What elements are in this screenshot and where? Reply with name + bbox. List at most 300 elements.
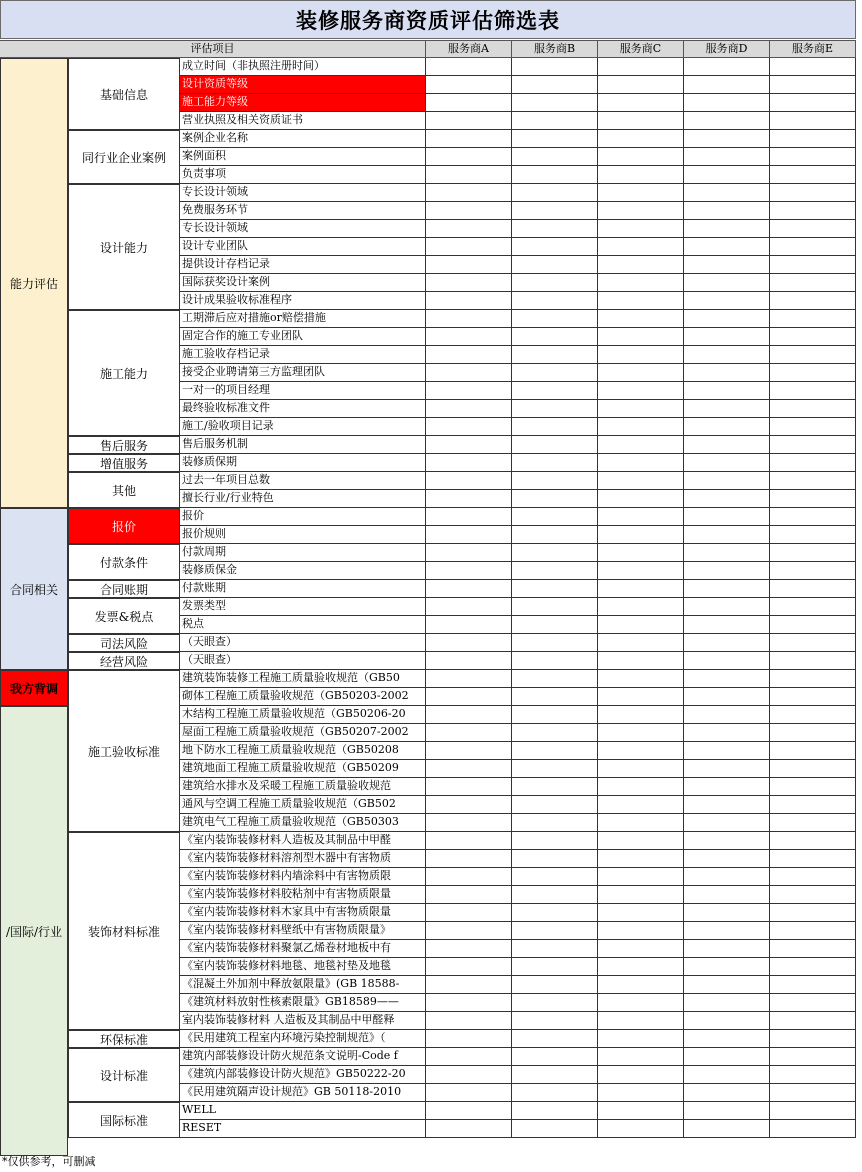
vendor-e-score-cell[interactable] bbox=[770, 292, 856, 310]
vendor-e-score-cell[interactable] bbox=[770, 1012, 856, 1030]
vendor-c-score-cell[interactable] bbox=[598, 1102, 684, 1120]
vendor-c-score-cell[interactable] bbox=[598, 328, 684, 346]
vendor-c-score-cell[interactable] bbox=[598, 724, 684, 742]
vendor-a-score-cell[interactable] bbox=[426, 220, 512, 238]
vendor-d-score-cell[interactable] bbox=[684, 508, 770, 526]
evaluation-item-row[interactable]: 报价规则 bbox=[180, 526, 426, 544]
vendor-d-score-cell[interactable] bbox=[684, 778, 770, 796]
evaluation-item-row[interactable]: 装修质保期 bbox=[180, 454, 426, 472]
vendor-a-score-cell[interactable] bbox=[426, 760, 512, 778]
vendor-d-score-cell[interactable] bbox=[684, 436, 770, 454]
vendor-d-score-cell[interactable] bbox=[684, 634, 770, 652]
vendor-b-score-cell[interactable] bbox=[512, 508, 598, 526]
vendor-a-score-cell[interactable] bbox=[426, 1102, 512, 1120]
vendor-d-score-cell[interactable] bbox=[684, 94, 770, 112]
vendor-c-score-cell[interactable] bbox=[598, 94, 684, 112]
vendor-c-score-cell[interactable] bbox=[598, 1084, 684, 1102]
vendor-b-score-cell[interactable] bbox=[512, 778, 598, 796]
evaluation-item-row[interactable]: 《室内装饰装修材料内墙涂料中有害物质限 bbox=[180, 868, 426, 886]
vendor-e-score-cell[interactable] bbox=[770, 814, 856, 832]
vendor-a-score-cell[interactable] bbox=[426, 202, 512, 220]
vendor-c-score-cell[interactable] bbox=[598, 976, 684, 994]
vendor-b-score-cell[interactable] bbox=[512, 382, 598, 400]
vendor-e-score-cell[interactable] bbox=[770, 238, 856, 256]
evaluation-item-row[interactable]: 《室内装饰装修材料壁纸中有害物质限量》 bbox=[180, 922, 426, 940]
vendor-c-score-cell[interactable] bbox=[598, 742, 684, 760]
vendor-a-score-cell[interactable] bbox=[426, 814, 512, 832]
vendor-d-score-cell[interactable] bbox=[684, 472, 770, 490]
vendor-c-score-cell[interactable] bbox=[598, 886, 684, 904]
vendor-b-score-cell[interactable] bbox=[512, 310, 598, 328]
vendor-b-score-cell[interactable] bbox=[512, 724, 598, 742]
vendor-e-score-cell[interactable] bbox=[770, 922, 856, 940]
vendor-e-score-cell[interactable] bbox=[770, 1102, 856, 1120]
evaluation-item-row[interactable]: 建筑地面工程施工质量验收规范（GB50209 bbox=[180, 760, 426, 778]
vendor-c-score-cell[interactable] bbox=[598, 490, 684, 508]
vendor-e-score-cell[interactable] bbox=[770, 418, 856, 436]
vendor-c-score-cell[interactable] bbox=[598, 1012, 684, 1030]
vendor-b-score-cell[interactable] bbox=[512, 1102, 598, 1120]
vendor-e-score-cell[interactable] bbox=[770, 346, 856, 364]
evaluation-item-row[interactable]: 提供设计存档记录 bbox=[180, 256, 426, 274]
vendor-e-score-cell[interactable] bbox=[770, 1084, 856, 1102]
evaluation-item-row[interactable]: 建筑装饰装修工程施工质量验收规范（GB50 bbox=[180, 670, 426, 688]
vendor-c-score-cell[interactable] bbox=[598, 940, 684, 958]
vendor-d-score-cell[interactable] bbox=[684, 850, 770, 868]
vendor-d-score-cell[interactable] bbox=[684, 562, 770, 580]
vendor-d-score-cell[interactable] bbox=[684, 238, 770, 256]
vendor-b-score-cell[interactable] bbox=[512, 418, 598, 436]
vendor-d-score-cell[interactable] bbox=[684, 1066, 770, 1084]
vendor-d-score-cell[interactable] bbox=[684, 544, 770, 562]
evaluation-item-row[interactable]: 建筑内部装修设计防火规范条文说明-Code f bbox=[180, 1048, 426, 1066]
vendor-c-score-cell[interactable] bbox=[598, 814, 684, 832]
vendor-b-score-cell[interactable] bbox=[512, 652, 598, 670]
vendor-e-score-cell[interactable] bbox=[770, 580, 856, 598]
vendor-c-score-cell[interactable] bbox=[598, 346, 684, 364]
vendor-b-score-cell[interactable] bbox=[512, 616, 598, 634]
evaluation-item-row[interactable]: 施工能力等级 bbox=[180, 94, 426, 112]
vendor-d-score-cell[interactable] bbox=[684, 364, 770, 382]
vendor-c-score-cell[interactable] bbox=[598, 868, 684, 886]
evaluation-item-row[interactable]: 工期滞后应对措施or赔偿措施 bbox=[180, 310, 426, 328]
vendor-d-score-cell[interactable] bbox=[684, 1012, 770, 1030]
vendor-b-score-cell[interactable] bbox=[512, 274, 598, 292]
vendor-a-score-cell[interactable] bbox=[426, 868, 512, 886]
vendor-b-score-cell[interactable] bbox=[512, 688, 598, 706]
vendor-d-score-cell[interactable] bbox=[684, 814, 770, 832]
vendor-d-score-cell[interactable] bbox=[684, 1084, 770, 1102]
vendor-a-score-cell[interactable] bbox=[426, 850, 512, 868]
evaluation-item-row[interactable]: WELL bbox=[180, 1102, 426, 1120]
vendor-a-score-cell[interactable] bbox=[426, 490, 512, 508]
vendor-e-score-cell[interactable] bbox=[770, 166, 856, 184]
vendor-c-score-cell[interactable] bbox=[598, 904, 684, 922]
vendor-c-score-cell[interactable] bbox=[598, 400, 684, 418]
vendor-d-score-cell[interactable] bbox=[684, 796, 770, 814]
evaluation-item-row[interactable]: 施工/验收项目记录 bbox=[180, 418, 426, 436]
vendor-b-score-cell[interactable] bbox=[512, 490, 598, 508]
vendor-e-score-cell[interactable] bbox=[770, 544, 856, 562]
evaluation-item-row[interactable]: 最终验收标准文件 bbox=[180, 400, 426, 418]
vendor-a-score-cell[interactable] bbox=[426, 1120, 512, 1138]
vendor-d-score-cell[interactable] bbox=[684, 976, 770, 994]
vendor-d-score-cell[interactable] bbox=[684, 652, 770, 670]
vendor-d-score-cell[interactable] bbox=[684, 994, 770, 1012]
vendor-c-score-cell[interactable] bbox=[598, 994, 684, 1012]
vendor-e-score-cell[interactable] bbox=[770, 886, 856, 904]
evaluation-item-row[interactable]: 通风与空调工程施工质量验收规范（GB502 bbox=[180, 796, 426, 814]
vendor-b-score-cell[interactable] bbox=[512, 148, 598, 166]
vendor-b-score-cell[interactable] bbox=[512, 364, 598, 382]
vendor-e-score-cell[interactable] bbox=[770, 76, 856, 94]
vendor-b-score-cell[interactable] bbox=[512, 454, 598, 472]
vendor-e-score-cell[interactable] bbox=[770, 1120, 856, 1138]
vendor-e-score-cell[interactable] bbox=[770, 670, 856, 688]
vendor-c-score-cell[interactable] bbox=[598, 382, 684, 400]
vendor-c-score-cell[interactable] bbox=[598, 166, 684, 184]
vendor-a-score-cell[interactable] bbox=[426, 742, 512, 760]
vendor-e-score-cell[interactable] bbox=[770, 1048, 856, 1066]
vendor-a-score-cell[interactable] bbox=[426, 778, 512, 796]
vendor-b-score-cell[interactable] bbox=[512, 580, 598, 598]
vendor-e-score-cell[interactable] bbox=[770, 688, 856, 706]
vendor-d-score-cell[interactable] bbox=[684, 688, 770, 706]
vendor-b-score-cell[interactable] bbox=[512, 400, 598, 418]
vendor-a-score-cell[interactable] bbox=[426, 58, 512, 76]
vendor-e-score-cell[interactable] bbox=[770, 562, 856, 580]
vendor-d-score-cell[interactable] bbox=[684, 76, 770, 94]
vendor-e-score-cell[interactable] bbox=[770, 490, 856, 508]
vendor-a-score-cell[interactable] bbox=[426, 562, 512, 580]
vendor-c-score-cell[interactable] bbox=[598, 634, 684, 652]
evaluation-item-row[interactable]: 《建筑材料放射性核素限量》GB18589—— bbox=[180, 994, 426, 1012]
vendor-d-score-cell[interactable] bbox=[684, 400, 770, 418]
evaluation-item-row[interactable]: 《建筑内部装修设计防火规范》GB50222-20 bbox=[180, 1066, 426, 1084]
vendor-b-score-cell[interactable] bbox=[512, 1066, 598, 1084]
vendor-e-score-cell[interactable] bbox=[770, 112, 856, 130]
evaluation-item-row[interactable]: 负责事项 bbox=[180, 166, 426, 184]
vendor-e-score-cell[interactable] bbox=[770, 382, 856, 400]
vendor-a-score-cell[interactable] bbox=[426, 580, 512, 598]
vendor-c-score-cell[interactable] bbox=[598, 598, 684, 616]
vendor-b-score-cell[interactable] bbox=[512, 526, 598, 544]
vendor-a-score-cell[interactable] bbox=[426, 328, 512, 346]
vendor-d-score-cell[interactable] bbox=[684, 598, 770, 616]
vendor-b-score-cell[interactable] bbox=[512, 634, 598, 652]
evaluation-item-row[interactable]: 固定合作的施工专业团队 bbox=[180, 328, 426, 346]
evaluation-item-row[interactable]: 一对一的项目经理 bbox=[180, 382, 426, 400]
vendor-e-score-cell[interactable] bbox=[770, 976, 856, 994]
vendor-e-score-cell[interactable] bbox=[770, 472, 856, 490]
vendor-d-score-cell[interactable] bbox=[684, 310, 770, 328]
vendor-e-score-cell[interactable] bbox=[770, 256, 856, 274]
vendor-e-score-cell[interactable] bbox=[770, 1030, 856, 1048]
vendor-c-score-cell[interactable] bbox=[598, 220, 684, 238]
evaluation-item-row[interactable]: 《室内装饰装修材料地毯、地毯衬垫及地毯 bbox=[180, 958, 426, 976]
vendor-d-score-cell[interactable] bbox=[684, 1120, 770, 1138]
vendor-e-score-cell[interactable] bbox=[770, 652, 856, 670]
evaluation-item-row[interactable]: 付款周期 bbox=[180, 544, 426, 562]
vendor-c-score-cell[interactable] bbox=[598, 472, 684, 490]
vendor-b-score-cell[interactable] bbox=[512, 850, 598, 868]
vendor-a-score-cell[interactable] bbox=[426, 112, 512, 130]
vendor-c-score-cell[interactable] bbox=[598, 526, 684, 544]
vendor-a-score-cell[interactable] bbox=[426, 598, 512, 616]
vendor-c-score-cell[interactable] bbox=[598, 778, 684, 796]
vendor-b-score-cell[interactable] bbox=[512, 544, 598, 562]
vendor-e-score-cell[interactable] bbox=[770, 796, 856, 814]
vendor-a-score-cell[interactable] bbox=[426, 346, 512, 364]
vendor-a-score-cell[interactable] bbox=[426, 292, 512, 310]
vendor-d-score-cell[interactable] bbox=[684, 1048, 770, 1066]
vendor-d-score-cell[interactable] bbox=[684, 904, 770, 922]
vendor-d-score-cell[interactable] bbox=[684, 526, 770, 544]
vendor-a-score-cell[interactable] bbox=[426, 832, 512, 850]
vendor-a-score-cell[interactable] bbox=[426, 184, 512, 202]
evaluation-item-row[interactable]: 营业执照及相关资质证书 bbox=[180, 112, 426, 130]
evaluation-item-row[interactable]: 国际获奖设计案例 bbox=[180, 274, 426, 292]
vendor-b-score-cell[interactable] bbox=[512, 814, 598, 832]
vendor-c-score-cell[interactable] bbox=[598, 292, 684, 310]
vendor-c-score-cell[interactable] bbox=[598, 544, 684, 562]
evaluation-item-row[interactable]: 《民用建筑工程室内环境污染控制规范》（ bbox=[180, 1030, 426, 1048]
evaluation-item-row[interactable]: （天眼查） bbox=[180, 634, 426, 652]
vendor-c-score-cell[interactable] bbox=[598, 832, 684, 850]
vendor-b-score-cell[interactable] bbox=[512, 166, 598, 184]
vendor-a-score-cell[interactable] bbox=[426, 310, 512, 328]
evaluation-item-row[interactable]: 发票类型 bbox=[180, 598, 426, 616]
vendor-e-score-cell[interactable] bbox=[770, 760, 856, 778]
vendor-c-score-cell[interactable] bbox=[598, 274, 684, 292]
evaluation-item-row[interactable]: 案例面积 bbox=[180, 148, 426, 166]
vendor-a-score-cell[interactable] bbox=[426, 724, 512, 742]
evaluation-item-row[interactable]: 室内装饰装修材料 人造板及其制品中甲醛释 bbox=[180, 1012, 426, 1030]
evaluation-item-row[interactable]: 税点 bbox=[180, 616, 426, 634]
evaluation-item-row[interactable]: RESET bbox=[180, 1120, 426, 1138]
vendor-b-score-cell[interactable] bbox=[512, 886, 598, 904]
evaluation-item-row[interactable]: 《室内装饰装修材料溶剂型木器中有害物质 bbox=[180, 850, 426, 868]
vendor-d-score-cell[interactable] bbox=[684, 148, 770, 166]
vendor-c-score-cell[interactable] bbox=[598, 1048, 684, 1066]
vendor-e-score-cell[interactable] bbox=[770, 616, 856, 634]
vendor-d-score-cell[interactable] bbox=[684, 958, 770, 976]
evaluation-item-row[interactable]: 《室内装饰装修材料木家具中有害物质限量 bbox=[180, 904, 426, 922]
vendor-e-score-cell[interactable] bbox=[770, 832, 856, 850]
vendor-c-score-cell[interactable] bbox=[598, 58, 684, 76]
vendor-b-score-cell[interactable] bbox=[512, 112, 598, 130]
vendor-e-score-cell[interactable] bbox=[770, 274, 856, 292]
vendor-b-score-cell[interactable] bbox=[512, 1030, 598, 1048]
vendor-a-score-cell[interactable] bbox=[426, 994, 512, 1012]
vendor-b-score-cell[interactable] bbox=[512, 328, 598, 346]
vendor-d-score-cell[interactable] bbox=[684, 184, 770, 202]
evaluation-item-row[interactable]: 施工验收存档记录 bbox=[180, 346, 426, 364]
vendor-e-score-cell[interactable] bbox=[770, 706, 856, 724]
vendor-b-score-cell[interactable] bbox=[512, 994, 598, 1012]
evaluation-item-row[interactable]: 《民用建筑隔声设计规范》GB 50118-2010 bbox=[180, 1084, 426, 1102]
vendor-e-score-cell[interactable] bbox=[770, 598, 856, 616]
vendor-a-score-cell[interactable] bbox=[426, 274, 512, 292]
vendor-d-score-cell[interactable] bbox=[684, 724, 770, 742]
vendor-c-score-cell[interactable] bbox=[598, 256, 684, 274]
evaluation-item-row[interactable]: 擅长行业/行业特色 bbox=[180, 490, 426, 508]
vendor-c-score-cell[interactable] bbox=[598, 112, 684, 130]
vendor-b-score-cell[interactable] bbox=[512, 1012, 598, 1030]
vendor-d-score-cell[interactable] bbox=[684, 760, 770, 778]
vendor-a-score-cell[interactable] bbox=[426, 688, 512, 706]
vendor-b-score-cell[interactable] bbox=[512, 346, 598, 364]
vendor-e-score-cell[interactable] bbox=[770, 1066, 856, 1084]
vendor-c-score-cell[interactable] bbox=[598, 418, 684, 436]
vendor-d-score-cell[interactable] bbox=[684, 886, 770, 904]
vendor-d-score-cell[interactable] bbox=[684, 922, 770, 940]
evaluation-item-row[interactable]: 装修质保金 bbox=[180, 562, 426, 580]
evaluation-item-row[interactable]: 过去一年项目总数 bbox=[180, 472, 426, 490]
vendor-d-score-cell[interactable] bbox=[684, 580, 770, 598]
evaluation-item-row[interactable]: 付款账期 bbox=[180, 580, 426, 598]
evaluation-item-row[interactable]: 成立时间（非执照注册时间） bbox=[180, 58, 426, 76]
vendor-e-score-cell[interactable] bbox=[770, 202, 856, 220]
vendor-e-score-cell[interactable] bbox=[770, 328, 856, 346]
vendor-d-score-cell[interactable] bbox=[684, 940, 770, 958]
vendor-d-score-cell[interactable] bbox=[684, 346, 770, 364]
vendor-e-score-cell[interactable] bbox=[770, 58, 856, 76]
vendor-d-score-cell[interactable] bbox=[684, 742, 770, 760]
evaluation-item-row[interactable]: 报价 bbox=[180, 508, 426, 526]
vendor-d-score-cell[interactable] bbox=[684, 1030, 770, 1048]
evaluation-item-row[interactable]: 《室内装饰装修材料人造板及其制品中甲醛 bbox=[180, 832, 426, 850]
vendor-a-score-cell[interactable] bbox=[426, 400, 512, 418]
vendor-a-score-cell[interactable] bbox=[426, 1030, 512, 1048]
vendor-a-score-cell[interactable] bbox=[426, 76, 512, 94]
vendor-c-score-cell[interactable] bbox=[598, 652, 684, 670]
vendor-d-score-cell[interactable] bbox=[684, 328, 770, 346]
vendor-d-score-cell[interactable] bbox=[684, 382, 770, 400]
vendor-a-score-cell[interactable] bbox=[426, 544, 512, 562]
vendor-e-score-cell[interactable] bbox=[770, 184, 856, 202]
evaluation-item-row[interactable]: 专长设计领域 bbox=[180, 220, 426, 238]
vendor-b-score-cell[interactable] bbox=[512, 958, 598, 976]
vendor-d-score-cell[interactable] bbox=[684, 868, 770, 886]
evaluation-item-row[interactable]: 设计专业团队 bbox=[180, 238, 426, 256]
evaluation-item-row[interactable]: 设计资质等级 bbox=[180, 76, 426, 94]
evaluation-item-row[interactable]: 《混凝土外加剂中释放氨限量》(GB 18588- bbox=[180, 976, 426, 994]
vendor-d-score-cell[interactable] bbox=[684, 274, 770, 292]
vendor-c-score-cell[interactable] bbox=[598, 760, 684, 778]
vendor-e-score-cell[interactable] bbox=[770, 850, 856, 868]
vendor-b-score-cell[interactable] bbox=[512, 598, 598, 616]
vendor-d-score-cell[interactable] bbox=[684, 832, 770, 850]
vendor-d-score-cell[interactable] bbox=[684, 202, 770, 220]
evaluation-item-row[interactable]: 《室内装饰装修材料聚氯乙烯卷材地板中有 bbox=[180, 940, 426, 958]
vendor-a-score-cell[interactable] bbox=[426, 148, 512, 166]
vendor-d-score-cell[interactable] bbox=[684, 1102, 770, 1120]
vendor-e-score-cell[interactable] bbox=[770, 436, 856, 454]
vendor-c-score-cell[interactable] bbox=[598, 238, 684, 256]
vendor-b-score-cell[interactable] bbox=[512, 760, 598, 778]
vendor-a-score-cell[interactable] bbox=[426, 454, 512, 472]
vendor-b-score-cell[interactable] bbox=[512, 904, 598, 922]
vendor-c-score-cell[interactable] bbox=[598, 1066, 684, 1084]
vendor-a-score-cell[interactable] bbox=[426, 1066, 512, 1084]
evaluation-item-row[interactable]: 专长设计领域 bbox=[180, 184, 426, 202]
vendor-c-score-cell[interactable] bbox=[598, 508, 684, 526]
evaluation-item-row[interactable]: 建筑电气工程施工质量验收规范（GB50303 bbox=[180, 814, 426, 832]
vendor-c-score-cell[interactable] bbox=[598, 670, 684, 688]
vendor-a-score-cell[interactable] bbox=[426, 706, 512, 724]
evaluation-item-row[interactable]: 设计成果验收标准程序 bbox=[180, 292, 426, 310]
vendor-b-score-cell[interactable] bbox=[512, 922, 598, 940]
evaluation-item-row[interactable]: 案例企业名称 bbox=[180, 130, 426, 148]
vendor-c-score-cell[interactable] bbox=[598, 616, 684, 634]
vendor-b-score-cell[interactable] bbox=[512, 832, 598, 850]
vendor-a-score-cell[interactable] bbox=[426, 256, 512, 274]
vendor-c-score-cell[interactable] bbox=[598, 184, 684, 202]
vendor-c-score-cell[interactable] bbox=[598, 580, 684, 598]
vendor-c-score-cell[interactable] bbox=[598, 454, 684, 472]
vendor-e-score-cell[interactable] bbox=[770, 310, 856, 328]
vendor-a-score-cell[interactable] bbox=[426, 976, 512, 994]
vendor-e-score-cell[interactable] bbox=[770, 940, 856, 958]
vendor-a-score-cell[interactable] bbox=[426, 130, 512, 148]
vendor-b-score-cell[interactable] bbox=[512, 562, 598, 580]
vendor-c-score-cell[interactable] bbox=[598, 1120, 684, 1138]
vendor-e-score-cell[interactable] bbox=[770, 526, 856, 544]
vendor-d-score-cell[interactable] bbox=[684, 490, 770, 508]
vendor-b-score-cell[interactable] bbox=[512, 976, 598, 994]
vendor-a-score-cell[interactable] bbox=[426, 436, 512, 454]
evaluation-item-row[interactable]: 屋面工程施工质量验收规范（GB50207-2002 bbox=[180, 724, 426, 742]
vendor-e-score-cell[interactable] bbox=[770, 130, 856, 148]
vendor-c-score-cell[interactable] bbox=[598, 688, 684, 706]
vendor-d-score-cell[interactable] bbox=[684, 454, 770, 472]
vendor-d-score-cell[interactable] bbox=[684, 256, 770, 274]
vendor-e-score-cell[interactable] bbox=[770, 220, 856, 238]
vendor-b-score-cell[interactable] bbox=[512, 742, 598, 760]
vendor-b-score-cell[interactable] bbox=[512, 184, 598, 202]
vendor-d-score-cell[interactable] bbox=[684, 58, 770, 76]
vendor-b-score-cell[interactable] bbox=[512, 670, 598, 688]
vendor-c-score-cell[interactable] bbox=[598, 202, 684, 220]
vendor-b-score-cell[interactable] bbox=[512, 940, 598, 958]
vendor-b-score-cell[interactable] bbox=[512, 202, 598, 220]
vendor-b-score-cell[interactable] bbox=[512, 94, 598, 112]
vendor-e-score-cell[interactable] bbox=[770, 868, 856, 886]
vendor-c-score-cell[interactable] bbox=[598, 364, 684, 382]
vendor-d-score-cell[interactable] bbox=[684, 112, 770, 130]
vendor-c-score-cell[interactable] bbox=[598, 436, 684, 454]
vendor-e-score-cell[interactable] bbox=[770, 904, 856, 922]
vendor-d-score-cell[interactable] bbox=[684, 616, 770, 634]
vendor-a-score-cell[interactable] bbox=[426, 922, 512, 940]
vendor-c-score-cell[interactable] bbox=[598, 310, 684, 328]
vendor-e-score-cell[interactable] bbox=[770, 400, 856, 418]
vendor-e-score-cell[interactable] bbox=[770, 742, 856, 760]
vendor-d-score-cell[interactable] bbox=[684, 220, 770, 238]
vendor-c-score-cell[interactable] bbox=[598, 850, 684, 868]
evaluation-item-row[interactable]: 木结构工程施工质量验收规范（GB50206-20 bbox=[180, 706, 426, 724]
vendor-b-score-cell[interactable] bbox=[512, 868, 598, 886]
vendor-a-score-cell[interactable] bbox=[426, 1012, 512, 1030]
vendor-a-score-cell[interactable] bbox=[426, 166, 512, 184]
vendor-a-score-cell[interactable] bbox=[426, 418, 512, 436]
vendor-a-score-cell[interactable] bbox=[426, 364, 512, 382]
vendor-a-score-cell[interactable] bbox=[426, 958, 512, 976]
vendor-c-score-cell[interactable] bbox=[598, 706, 684, 724]
evaluation-item-row[interactable]: 砌体工程施工质量验收规范（GB50203-2002 bbox=[180, 688, 426, 706]
vendor-c-score-cell[interactable] bbox=[598, 76, 684, 94]
